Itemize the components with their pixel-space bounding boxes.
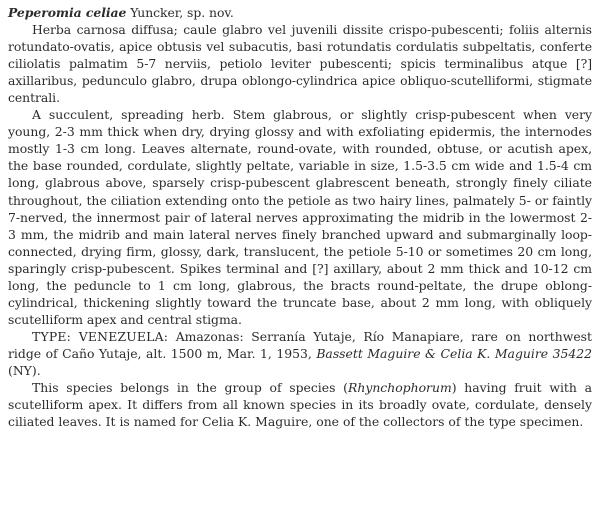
- type-specimen-paragraph: [8, 328, 592, 379]
- type-label: TYPE: VENEZUELA:: [32, 328, 169, 344]
- english-description-paragraph: [8, 106, 592, 328]
- species-author: Yuncker, sp. nov.: [126, 5, 234, 20]
- latin-description-paragraph: [8, 4, 592, 106]
- type-locality: Amazonas: Serranía Yutaje, Río Manapiare, rare on northwest ridge of Caño Yutaje, alt. 1500 m, Mar. 1, 1953,: [8, 328, 593, 361]
- remarks-after-group: ) having fruit with a scutelliform apex. It differs from all known species in its broadly ovate, cordulate, densely ciliated leaves. It is named for Celia K. Maguire, one of the collectors of the type specimen.: [8, 380, 592, 430]
- latin-description-text: Herba carnosa diffusa; caule glabro vel juvenili dissite crispo-pubescenti; foliis alternis rotundato-ovatis, apice obtusis vel subacutis, basi rotundatis cordulatis subpeltatis, conferte ciliolatis palmatim 5-7 nerviis, petiolo leviter pubescenti; spicis terminalibus atque [?] axillaribus, pedunculo glabro, drupa oblongo-cylindrica apice obliquo-scutelliformi, stigmate centrali.: [8, 22, 592, 106]
- species-name: Peperomia celiae: [8, 5, 127, 20]
- english-description-text: A succulent, spreading herb. Stem glabrous, or slightly crisp-pubescent when very young, 2-3 mm thick when dry, drying glossy and with exfoliating epidermis, the internodes mostly 1-3 cm long. Leaves alternate, round-ovate, with rounded, obtuse, or acutish apex, the base rounded, cordulate, slightly peltate, variable in size, 1.5-3.5 cm wide and 1.5-4 cm long, glabrous above, sparsely crisp-pubescent glabrescent beneath, strongly finely ciliate throughout, the ciliation extending onto the petiole as two hairy lines, palmately 5- or faintly 7-nerved, the innermost pair of lateral nerves approximating the midrib in the lowermost 2-3 mm, the midrib and main lateral nerves finely branched upward and submarginally loop-connected, drying firm, glossy, dark, translucent, the petiole 5-10 or sometimes 20 cm long, sparingly crisp-pubescent. Spikes terminal and [?] axillary, about 2 mm thick and 10-12 cm long, the peduncle to 1 cm long, glabrous, the bracts round-peltate, the drupe oblong-cylindrical, thickening slightly toward the truncate base, about 2 mm long, with obliquely scutelliform apex and central stigma.: [8, 107, 592, 327]
- remarks-group-name: Rhynchophorum: [348, 380, 452, 396]
- remarks-before-group: This species belongs in the group of species (: [32, 380, 349, 396]
- type-collectors: Bassett Maguire & Celia K. Maguire 35422: [316, 345, 592, 361]
- remarks-paragraph: [8, 379, 592, 430]
- type-herbarium: (NY).: [8, 362, 41, 378]
